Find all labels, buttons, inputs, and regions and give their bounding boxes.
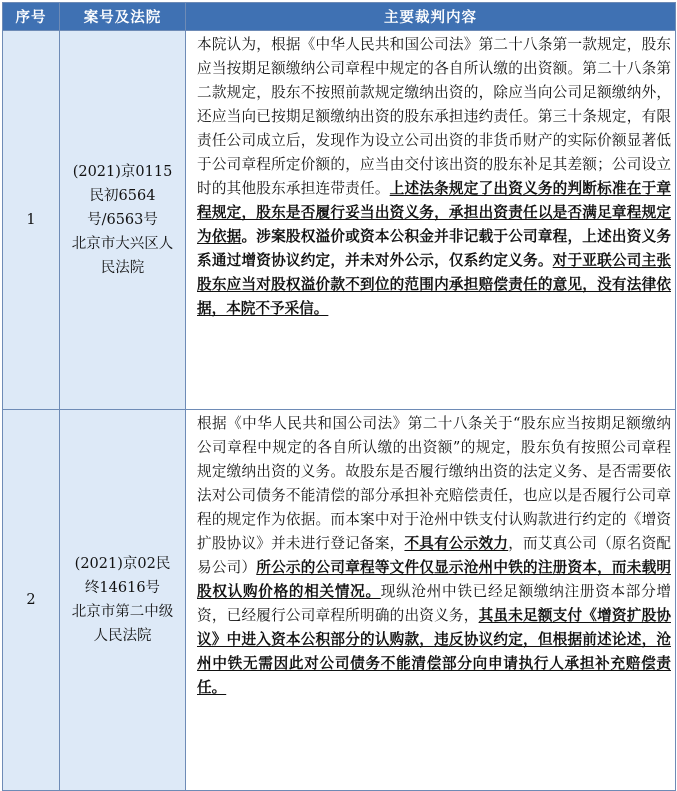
row-index: 2 [3, 410, 60, 791]
header-index: 序号 [3, 3, 60, 31]
header-content: 主要裁判内容 [186, 3, 676, 31]
header-row [3, 3, 676, 31]
ruling-bold: 。涉案股权溢价或资本公积金并非记载于公司章程，上述出资义务系通过增资协议约定，并未对外公示，仅系约定义务。 [197, 228, 671, 269]
table-row [3, 410, 676, 791]
ruling-content [186, 31, 676, 410]
ruling-emphasis: 对于亚联公司主张股东应当对股权溢价款不到位的范围内承担赔偿责任的意见，没有法律依据，本院不予采信。 [197, 252, 671, 317]
ruling-emphasis: 上述法条规定了出资义务的判断标准在于章程规定，股东是否履行妥当出资义务，承担出资责任以是否满足章程规定为依据 [197, 180, 671, 245]
judgment-table [2, 2, 676, 791]
ruling-content [186, 410, 676, 791]
row-index: 1 [3, 31, 60, 410]
case-court-cell [60, 31, 186, 410]
table-row [3, 31, 676, 410]
ruling-text: 根据《中华人民共和国公司法》第二十八条关于“股东应当按期足额缴纳公司章程中规定的各自所认缴的出资额”的规定，股东负有按照公司章程规定缴纳出资的义务。故股东是否履行缴纳出资的法定义务、是否需要依法对公司债务不能清偿的部分承担补充赔偿责任，也应以是否履行公司章程的规定作为依据。而本案中对于沧州中铁支付认购款进行约定的《增资扩股协议》并未进行登记备案， [197, 415, 671, 552]
ruling-text: 本院认为，根据《中华人民共和国公司法》第二十八条第一款规定，股东应当按期足额缴纳公司章程中规定的各自所认缴的出资额。第二十八条第二款规定，股东不按照前款规定缴纳出资的，除应当向公司足额缴纳外，还应当向已按期足额缴纳出资的股东承担违约责任。第三十条规定，有限责任公司成立后，发现作为设立公司出资的非货币财产的实际价额显著低于公司章程所定价额的，应当由交付该出资的股东补足其差额；公司设立时的其他股东承担连带责任。 [197, 36, 671, 197]
ruling-emphasis: 所公示的公司章程等文件仅显示沧州中铁的注册资本，而未载明股权认购价格的相关情况。 [197, 559, 671, 600]
case-court-cell [60, 410, 186, 791]
ruling-emphasis: 不具有公示效力 [404, 535, 509, 552]
court-name: 北京市第二中级人民法院 [71, 604, 174, 644]
court-name: 北京市大兴区人民法院 [71, 236, 174, 276]
ruling-emphasis: 其虽未足额支付《增资扩股协议》中进入资本公积部分的认购款，违反协议约定，但根据前述论述，沧州中铁无需因此对公司债务不能清偿部分向申请执行人承担补充赔偿责任。 [197, 607, 671, 696]
header-case-court: 案号及法院 [60, 3, 186, 31]
case-number: (2021)京0115民初6564号/6563号 [72, 164, 173, 228]
ruling-text: ，而艾真公司（原名资配易公司） [197, 535, 671, 576]
case-number: (2021)京02民终14616号 [74, 556, 171, 596]
ruling-text: 现纵沧州中铁已经足额缴纳注册资本部分增资，已经履行公司章程所明确的出资义务， [197, 583, 671, 624]
